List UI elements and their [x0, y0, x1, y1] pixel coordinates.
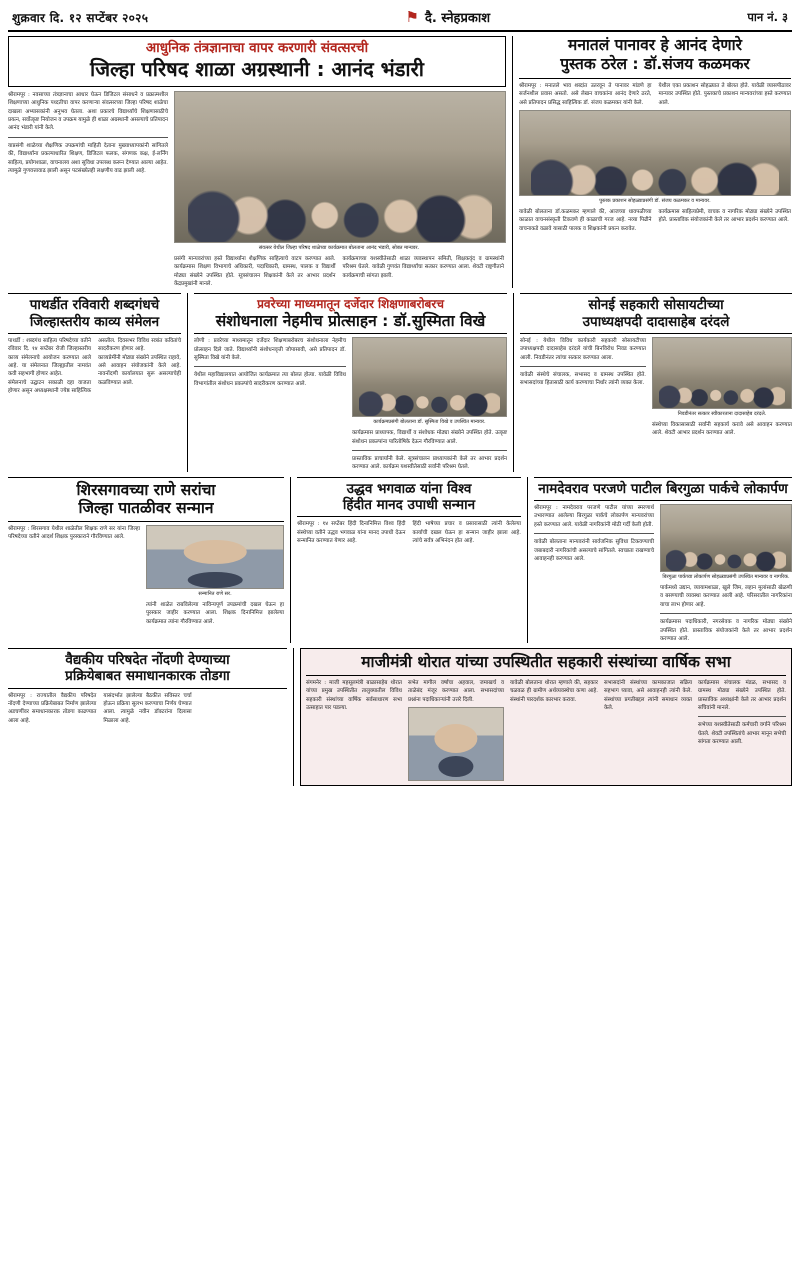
sonai-headline-1: सोनई सहकारी सोसायटीच्या: [588, 297, 724, 314]
namdeo-col2: पार्कमध्ये उद्यान, व्यायामशाळा, खुले जिम, लहान मुलांसाठी खेळणी व बसण्याची व्यवस्था करण्यात आली आहे. परिसरातील नागरिकांना याचा लाभ होणार आहे.: [660, 585, 792, 608]
sonai-col3: संस्थेच्या विकासासाठी सर्वांनी सहकार्य करावे असे आवाहन करण्यात आले. शेवटी आभार प्रदर्शन करण्यात आले.: [652, 421, 792, 437]
kavya-col2: संमेलनाचे उद्घाटन सकाळी दहा वाजता होणार असून अध्यक्षस्थानी ज्येष्ठ साहित्यिक असतील. दिवसभर विविध सत्रांत कवितांचे सादरीकरण होणार आहे.: [8, 337, 181, 394]
book-headline-2: पुस्तक ठरेल : डॉ.संजय कळमकर: [560, 55, 750, 74]
sushmita-col1: लोणी : प्रवरेच्या माध्यमातून दर्जेदार शिक्षणाबरोबरच संशोधनाला नेहमीच प्रोत्साहन दिले जाते. विद्यार्थ्यांनी संशोधनवृत्ती जोपासावी, असे प्रतिपादन डॉ. सुस्मिता विखे यांनी केले.: [194, 338, 346, 362]
rane-portrait: [146, 525, 284, 589]
kavya-headline-2: जिल्हास्तरीय काव्य संमेलन: [29, 313, 160, 330]
story-medical: [8, 648, 287, 786]
lead-dateline: श्रीरामपूर : नवसाच्या तंत्रज्ञानाचा आधार घेऊन डिजिटल संसाधने व प्रक्रात्मशील शिक्षणाच्या आधुनिक पध्दतीचा वापर करणाऱ्या संवत्सरच्या जिल्हा परिषद शाळेचा दाखला अभ्यासकांनी अनुभव घेतला. अशा प्रकारचे विद्यार्थ्यांचे शिक्षणासाठीचे प्रयत्न, सर्वोत्कृष्ट नियोजन व उपक्रम यामुळे ही शाळा अग्रस्थानी असल्याचे प्रतिपादन आनंद भंडारी यांनी केले.: [8, 91, 168, 132]
book-release-photo: [519, 110, 791, 196]
sushmita-col4: प्रास्ताविक प्राचार्यांनी केले. सूत्रसंचालन प्राध्यापकांनी केले तर आभार प्रदर्शन करण्यात आले. कार्यक्रम यशस्वीतेसाठी सर्वांनी परिश्रम घेतले.: [352, 456, 507, 471]
bhagwat-col1: श्रीरामपूर : १४ सप्टेंबर हिंदी दिनानिमित्त विश्व हिंदी संस्थेच्या वतीने उद्धव भगवाळ यांना मानद उपाधी देऊन सन्मानित करण्यात येणार आहे.: [297, 521, 406, 544]
issue-date: शुक्रवार दि. १२ सप्टेंबर २०२५: [12, 10, 149, 25]
sonai-photo: [652, 337, 792, 409]
story-book-release: [519, 36, 791, 288]
thorat-col6: सभेच्या यशस्वीतेसाठी कर्मचारी वर्गाने परिश्रम घेतले. शेवटी उपस्थितांचे आभार मानून सभेची सांगता करण्यात आली.: [698, 722, 786, 746]
shirasgaon-headline-2: जिल्हा पातळीवर सन्मान: [78, 499, 214, 518]
sushmita-kicker: प्रवरेच्या माध्यमातून दर्जेदार शिक्षणाबरोबरच: [257, 297, 444, 312]
bottom-region: [8, 648, 792, 786]
story-sushmita: [194, 293, 507, 471]
lead-col1: याप्रसंगी शाळेच्या शैक्षणिक उपक्रमांची माहिती देताना मुख्याध्यापकांनी सांगितले की, विद्यार्थ्यांना प्रकल्पाधारित शिक्षण, डिजिटल फलक, संगणक कक्ष, ई-लर्निंग साहित्य, प्रयोगशाळा, वाचनालय अशा सुविधा उपलब्ध करून देण्यात आल्या आहेत. त्यामुळे गुणवत्तावाढ झाली असून पटसंख्येतही लक्षणीय वाढ झाली आहे.: [8, 142, 168, 174]
sonai-col2: यावेळी संस्थेचे संचालक, सभासद व ग्रामस्थ उपस्थित होते. सभासदांच्या हितासाठी कार्य करण्याचा निर्धार त्यांनी व्यक्त केला.: [520, 371, 646, 387]
book-col2: येथील एका प्रकाशन सोहळ्यात ते बोलत होते. यावेळी व्यासपीठावर मान्यवर उपस्थित होते. पुस्तकाचे प्रकाशन मान्यवरांच्या हस्ते करण्यात आले.: [658, 82, 791, 106]
sushmita-photo-caption: कार्यक्रमप्रसंगी बोलताना डॉ. सुस्मिता विखे व उपस्थित मान्यवर.: [373, 419, 486, 426]
namdeo-col4: कार्यक्रमास पदाधिकारी, नगरसेवक व नागरिक मोठ्या संख्येने उपस्थित होते. प्रास्ताविक संयोजकांनी केले तर आभार प्रदर्शन करण्यात आले.: [660, 619, 792, 642]
bhagwat-col2: हिंदी भाषेच्या प्रचार व प्रसारासाठी त्यांनी केलेल्या कार्याची दखल घेऊन हा सन्मान जाहीर झाला आहे. त्यांचे सर्वत्र अभिनंदन होत आहे.: [412, 521, 521, 544]
story-thorat: [300, 648, 792, 786]
kavya-headline-1: पाथर्डीत रविवारी शब्दगंधचे: [29, 297, 160, 314]
thorat-portrait: [408, 707, 504, 781]
namdeo-photo-caption: बिरगुळा पार्कच्या लोकार्पण सोहळ्याप्रसंगी उपस्थित मान्यवर व नागरिक.: [662, 574, 790, 581]
medical-headline-1: वैद्यकीय परिषदेत नोंदणी देण्याच्या: [65, 652, 230, 669]
medical-col1: श्रीरामपूर : राज्यातील वैद्यकीय परिषदेत नोंदणी देण्याच्या प्रक्रियेबाबत निर्माण झालेल्या अडचणींवर समाधानकारक तोडगा काढण्यात आला आहे.: [8, 692, 97, 724]
sushmita-col2: येथील महाविद्यालयात आयोजित कार्यक्रमात त्या बोलत होत्या. यावेळी विविध विभागांतील संशोधन प्रकल्पांचे सादरीकरण करण्यात आले.: [194, 372, 346, 387]
book-photo-caption: पुस्तक प्रकाशन सोहळ्याप्रसंगी डॉ. संजय कळमकर व मान्यवर.: [599, 197, 711, 204]
sonai-headline-2: उपाध्यक्षपदी दादासाहेब दरंदले: [582, 313, 730, 330]
brand: [406, 8, 491, 26]
medical-headline-2: प्रक्रियेबाबत समाधानकारक तोडगा: [65, 668, 230, 685]
shirasgaon-col1: श्रीरामपूर : शिरसगाव येथील शाळेतील शिक्षक राणे सर यांना जिल्हा परिषदेच्या वतीने आदर्श शिक्षक पुरस्काराने गौरविण्यात आले.: [8, 526, 140, 541]
shirasgaon-col2: त्यांनी शाळेत राबविलेल्या नाविन्यपूर्ण उपक्रमांची दखल घेऊन हा पुरस्कार जाहीर करण्यात आला. शिक्षक दिनानिमित्त झालेल्या कार्यक्रमात त्यांना गौरविण्यात आले.: [146, 602, 284, 625]
shirasgaon-photo-caption: सन्मानित राणे सर.: [198, 591, 232, 598]
sushmita-headline: संशोधनाला नेहमीच प्रोत्साहन : डॉ.सुस्मिता विखे: [215, 311, 486, 330]
lead-story: [8, 36, 506, 288]
third-region: [8, 477, 792, 643]
story-namdeo-park: [534, 477, 792, 643]
namdeo-col1: श्रीरामपूर : नामदेवराव परजणे पाटील यांच्या स्मरणार्थ उभारण्यात आलेल्या बिरगुळा पार्कचे लोकार्पण मान्यवरांच्या हस्ते करण्यात आले. यावेळी नागरिकांनी मोठी गर्दी केली होती.: [534, 505, 654, 528]
thorat-col4: सभासदांनी संस्थांच्या कामकाजात सक्रिय सहभाग घ्यावा, असे आवाहनही त्यांनी केले. संस्थांच्या प्रगतीबद्दल त्यांनी समाधान व्यक्त केले.: [604, 679, 692, 712]
medical-col2: यासंदर्भात झालेल्या बैठकीत सविस्तर चर्चा होऊन प्रक्रिया सुलभ करण्याचा निर्णय घेण्यात आला. त्यामुळे नवीन डॉक्टरांना दिलासा मिळाला आहे.: [103, 692, 192, 724]
lead-photo-caption: संवत्सर येथील जिल्हा परिषद शाळेच्या कार्यक्रमात बोलताना आनंद भंडारी, सोबत मान्यवर.: [258, 244, 420, 251]
story-sonai: [520, 293, 792, 471]
park-photo: [660, 504, 792, 572]
page-number: पान नं. ३: [747, 9, 788, 24]
namdeo-headline: नामदेवराव परजणे पाटील बिरगुळा पार्कचे लोकार्पण: [538, 480, 788, 497]
sonai-photo-caption: निवडीनंतर सत्कार स्वीकारताना दादासाहेब दरंदले.: [677, 410, 767, 417]
thorat-col5: कार्यक्रमास संचालक मंडळ, सभासद व ग्रामस्थ मोठ्या संख्येने उपस्थित होते. प्रास्ताविक अध्यक्षांनी केले तर आभार प्रदर्शन सचिवांनी मानले.: [698, 679, 786, 712]
thorat-headline: माजीमंत्री थोरात यांच्या उपस्थितीत सहकारी संस्थांच्या वार्षिक सभा: [361, 653, 731, 672]
kavya-col3: काव्यप्रेमींनी मोठ्या संख्येने उपस्थित राहावे, असे आवाहन संयोजकांनी केले आहे. नावनोंदणी कार्यालयात सुरू असल्याचेही कळविण्यात आले.: [98, 354, 181, 386]
book-col3: यावेळी बोलताना डॉ.कळमकर म्हणाले की, आजच्या धावपळीच्या काळात वाचनसंस्कृती टिकवणे ही काळाची गरज आहे. नव्या पिढीने वाचनाकडे वळावे यासाठी पालक व शिक्षकांनी प्रयत्न करावेत.: [519, 208, 652, 232]
story-bhagwat: [297, 477, 521, 643]
sonai-col1: सोनई : येथील विविध कार्यकारी सहकारी सोसायटीच्या उपाध्यक्षपदी दादासाहेब दरंदले यांची बिनविरोध निवड करण्यात आली. निवडीनंतर त्यांचा सत्कार करण्यात आला.: [520, 337, 646, 361]
lead-col3: कार्यक्रमाच्या यशस्वीतेसाठी शाळा व्यवस्थापन समिती, शिक्षकवृंद व ग्रामस्थांनी परिश्रम घेतले. यावेळी गुणवंत विद्यार्थ्यांचा सत्कार करण्यात आला. शेवटी राष्ट्रगीताने कार्यक्रमाची सांगता झाली.: [342, 255, 504, 279]
brand-name: दै. स्नेहप्रकाश: [425, 11, 491, 26]
lead-headline: जिल्हा परिषद शाळा अग्रस्थानी : आनंद भंडारी: [90, 56, 424, 81]
book-col4: कार्यक्रमास साहित्यप्रेमी, वाचक व नागरिक मोठ्या संख्येने उपस्थित होते. प्रास्ताविक संयोजकांनी केले तर आभार प्रदर्शन करण्यात आले.: [658, 208, 791, 224]
kavya-col1: पाथर्डी : शब्दगंध साहित्य परिषदेच्या वतीने रविवार दि. १४ सप्टेंबर रोजी जिल्हास्तरीय काव्य संमेलनाचे आयोजन करण्यात आले आहे. या संमेलनात जिल्ह्यातील नामवंत कवी सहभागी होणार आहेत.: [8, 337, 91, 378]
story-kavya-sammelan: [8, 293, 181, 471]
namdeo-col3: यावेळी बोलताना मान्यवरांनी सार्वजनिक सुविधा टिकवण्याची जबाबदारी नागरिकांची असल्याचे सांगितले. स्वच्छता राखण्याचे आवाहनही करण्यात आले.: [534, 539, 654, 562]
lead-kicker: आधुनिक तंत्रज्ञानाचा वापर करणारी संवत्सरची: [145, 40, 369, 56]
thorat-col1: संगमनेर : माजी महसूलमंत्री बाळासाहेब थोरात यांच्या प्रमुख उपस्थितीत तालुक्यातील विविध सहकारी संस्थांच्या वार्षिक सर्वसाधारण सभा उत्साहात पार पडल्या.: [306, 679, 402, 712]
lead-col2: प्रसंगी मान्यवरांच्या हस्ते विद्यार्थ्यांना शैक्षणिक साहित्याचे वाटप करण्यात आले. कार्यक्रमास शिक्षण विभागाचे अधिकारी, पदाधिकारी, ग्रामस्थ, पालक व विद्यार्थी मोठ्या संख्येने उपस्थित होते. सूत्रसंचालन शिक्षकांनी केले तर आभार प्रदर्शन केंद्रप्रमुखांनी मानले.: [174, 255, 336, 287]
sushmita-photo: [352, 337, 507, 417]
lead-headline-band: [8, 36, 506, 87]
bhagwat-headline-1: उद्धव भगवाळ यांना विश्व: [346, 480, 472, 497]
sushmita-col3: कार्यक्रमास प्राध्यापक, विद्यार्थी व संशोधक मोठ्या संख्येने उपस्थित होते. उत्कृष्ट संशोधन प्रकल्पांना पारितोषिके देऊन गौरविण्यात आले.: [352, 430, 507, 445]
bhagwat-headline-2: हिंदीत मानद उपाधी सन्मान: [342, 497, 476, 514]
flag-icon: ⚑: [405, 7, 419, 26]
thorat-col2: सभेत मागील वर्षाचा अहवाल, जमाखर्च व ताळेबंद मंजूर करण्यात आला. सभासदांच्या प्रश्नांना पदाधिकाऱ्यांनी उत्तरे दिली.: [408, 679, 504, 703]
story-shirasgaon: [8, 477, 284, 643]
top-region: [8, 36, 792, 288]
mid-region: [8, 293, 792, 471]
book-col1: श्रीरामपूर : मनातले भाव शब्दांत उतरवून ते पानावर मांडणे हा सर्जनशील प्रवास असतो. असे लेखन वाचकांना आनंद देणारे ठरते, असे प्रतिपादन प्रसिद्ध साहित्यिक डॉ. संजय कळमकर यांनी केले.: [519, 82, 652, 106]
book-headline-1: मनातलं पानावर हे आनंद देणारे: [568, 36, 742, 54]
thorat-col3: यावेळी बोलताना थोरात म्हणाले की, सहकार चळवळ ही ग्रामीण अर्थव्यवस्थेचा कणा आहे. संस्थांनी पारदर्शक कारभार करावा.: [510, 679, 598, 703]
shirasgaon-headline-1: शिरसगावच्या राणे सरांचा: [76, 480, 216, 499]
lead-photo: [174, 91, 506, 243]
masthead: [8, 6, 792, 32]
